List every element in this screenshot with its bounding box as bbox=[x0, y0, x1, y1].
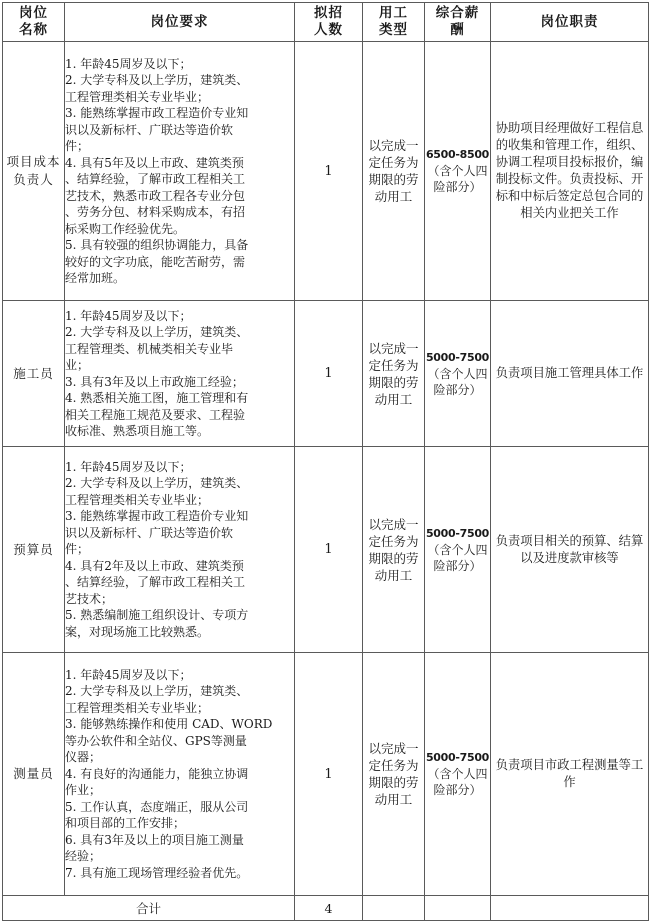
requirement-line: 2. 大学专科及以上学历，建筑类、 bbox=[65, 325, 249, 339]
requirement-line: 等办公软件和全站仪、GPS等测量 bbox=[65, 733, 247, 748]
requirement-line: 5. 工作认真，态度端正，服从公司 bbox=[65, 799, 249, 814]
requirement-line: 仪器； bbox=[65, 750, 102, 765]
salary-range: 6500-8500 bbox=[425, 148, 490, 161]
requirement-line: 3. 具有3年及以上市政施工经验； bbox=[65, 374, 244, 389]
requirement-line: 艺技术； bbox=[65, 591, 114, 606]
requirement-line: 经验； bbox=[65, 849, 102, 864]
salary-note: （含个人四险部分） bbox=[427, 542, 488, 573]
requirement-line: 4. 具有2年及以上市政、建筑类预 bbox=[65, 558, 244, 573]
salary-note: （含个人四险部分） bbox=[427, 767, 488, 797]
position-title: 施工员 bbox=[3, 301, 65, 447]
header-salary-line-2: 酬 bbox=[450, 22, 465, 38]
position-title: 项目成本负责人 bbox=[3, 42, 65, 301]
header-type-line-1: 用工 bbox=[379, 5, 408, 21]
table-row bbox=[3, 42, 649, 301]
requirement-line: 作业； bbox=[65, 783, 102, 798]
salary-range: 5000-7500 bbox=[425, 350, 490, 364]
position-title: 测量员 bbox=[3, 653, 65, 896]
requirement-line: 2. 大学专科及以上学历，建筑类、 bbox=[65, 684, 249, 699]
salary bbox=[425, 447, 491, 653]
requirement-line: 艺技术，熟悉市政工程各专业分包 bbox=[65, 188, 246, 203]
table-body bbox=[3, 42, 649, 896]
requirement-line: 1. 年龄45周岁及以下； bbox=[65, 459, 192, 474]
salary-note: （含个人四险部分） bbox=[427, 366, 488, 397]
employment-type: 以完成一定任务为期限的劳动用工 bbox=[363, 653, 425, 896]
headcount: 1 bbox=[295, 447, 363, 653]
requirement-line: 4. 有良好的沟通能力，能独立协调 bbox=[65, 766, 249, 781]
position-requirements bbox=[65, 653, 295, 896]
requirement-line: 件； bbox=[65, 139, 90, 153]
header-title-line-2: 名称 bbox=[19, 22, 48, 38]
position-duties: 协助项目经理做好工程信息的收集和管理工作，组织、协调工程项目投标报价，编制投标文件。负责投标、开标和中标后签定总包合同的相关内业把关工作 bbox=[491, 42, 649, 301]
requirement-line: 3. 能够熟练操作和使用 CAD、WORD bbox=[65, 717, 273, 732]
employment-type: 以完成一定任务为期限的劳动用工 bbox=[363, 447, 425, 653]
requirement-line: 7. 具有施工现场管理经验者优先。 bbox=[65, 865, 249, 880]
requirement-line: 3. 能熟练掌握市政工程造价专业知 bbox=[65, 106, 249, 120]
headcount: 1 bbox=[295, 301, 363, 447]
requirement-line: 2. 大学专科及以上学历，建筑类、 bbox=[65, 476, 249, 491]
requirement-line: 1. 年龄45周岁及以下； bbox=[65, 667, 192, 682]
table-row bbox=[3, 653, 649, 896]
position-requirements bbox=[65, 447, 295, 653]
header-type-line-2: 类型 bbox=[379, 22, 408, 38]
requirement-line: 3. 能熟练掌握市政工程造价专业知 bbox=[65, 509, 249, 524]
position-duties: 负责项目施工管理具体工作 bbox=[491, 301, 649, 447]
headcount: 1 bbox=[295, 653, 363, 896]
requirement-line: 、结算经验，了解市政工程相关工 bbox=[65, 575, 246, 590]
header-duties-label: 岗位职责 bbox=[540, 13, 599, 30]
header-salary-line-1: 综合薪 bbox=[435, 5, 480, 21]
header-row bbox=[3, 3, 649, 42]
requirement-line: 工程管理类相关专业毕业； bbox=[65, 492, 210, 507]
position-requirements bbox=[65, 42, 295, 301]
salary bbox=[425, 42, 491, 301]
requirement-line: 4. 具有5年及以上市政、建筑类预 bbox=[65, 155, 244, 170]
header-title bbox=[3, 3, 65, 42]
header-title-line-1: 岗位 bbox=[19, 5, 48, 21]
header-count bbox=[295, 3, 363, 42]
employment-type: 以完成一定任务为期限的劳动用工 bbox=[363, 301, 425, 447]
total-label: 合计 bbox=[3, 896, 295, 921]
requirement-line: 识以及新标杆、广联达等造价软 bbox=[65, 122, 234, 137]
requirement-line: 案，对现场施工比较熟悉。 bbox=[65, 624, 210, 639]
requirement-line: 2. 大学专科及以上学历，建筑类、 bbox=[65, 73, 249, 87]
table-row bbox=[3, 447, 649, 653]
requirement-line: 5. 熟悉编制施工组织设计、专项方 bbox=[65, 608, 249, 623]
position-duties: 负责项目相关的预算、结算以及进度款审核等 bbox=[491, 447, 649, 653]
headcount: 1 bbox=[295, 42, 363, 301]
salary-range: 5000-7500 bbox=[425, 526, 490, 540]
requirement-line: 5. 具有较强的组织协调能力，具备 bbox=[65, 238, 249, 252]
requirement-line: 和项目部的工作安排； bbox=[65, 816, 186, 831]
table-row bbox=[3, 301, 649, 447]
recruitment-table bbox=[2, 2, 649, 921]
requirement-line: 识以及新标杆、广联达等造价软 bbox=[65, 525, 234, 540]
salary-range: 5000-7500 bbox=[425, 751, 490, 764]
requirement-line: 1. 年龄45周岁及以下； bbox=[65, 308, 192, 323]
requirement-line: 件； bbox=[65, 542, 90, 557]
requirement-line: 经常加班。 bbox=[65, 271, 126, 285]
header-employment-type bbox=[363, 3, 425, 42]
salary-note: （含个人四险部分） bbox=[427, 164, 488, 194]
salary bbox=[425, 301, 491, 447]
header-duties bbox=[491, 3, 649, 42]
requirement-line: 相关工程施工规范及要求、工程验 bbox=[65, 407, 246, 422]
position-requirements bbox=[65, 301, 295, 447]
employment-type: 以完成一定任务为期限的劳动用工 bbox=[363, 42, 425, 301]
header-count-line-1: 拟招 bbox=[314, 5, 343, 21]
requirement-line: 1. 年龄45周岁及以下； bbox=[65, 56, 192, 71]
requirement-line: 工程管理类相关专业毕业； bbox=[65, 700, 210, 715]
requirement-line: 较好的文字功底，能吃苦耐劳，需 bbox=[65, 254, 246, 269]
requirement-line: 6. 具有3年及以上的项目施工测量 bbox=[65, 832, 244, 847]
requirement-line: 工程管理类、机械类相关专业毕 bbox=[65, 341, 234, 356]
position-title: 预算员 bbox=[3, 447, 65, 653]
requirement-line: 标采购工作经验优先。 bbox=[65, 221, 186, 236]
total-count: 4 bbox=[295, 896, 363, 921]
salary bbox=[425, 653, 491, 896]
header-requirements-label: 岗位要求 bbox=[150, 13, 209, 30]
requirement-line: 业； bbox=[65, 358, 90, 372]
header-requirements bbox=[65, 3, 295, 42]
requirement-line: 、结算经验，了解市政工程相关工 bbox=[65, 172, 246, 186]
header-salary bbox=[425, 3, 491, 42]
requirement-line: 工程管理类相关专业毕业； bbox=[65, 89, 210, 104]
header-count-line-2: 人数 bbox=[314, 22, 343, 38]
requirement-line: 收标准、熟悉项目施工等。 bbox=[65, 424, 210, 438]
position-duties: 负责项目市政工程测量等工作 bbox=[491, 653, 649, 896]
requirement-line: 4. 熟悉相关施工图，施工管理和有 bbox=[65, 391, 249, 405]
requirement-line: 、劳务分包、材料采购成本，有招 bbox=[65, 205, 246, 219]
